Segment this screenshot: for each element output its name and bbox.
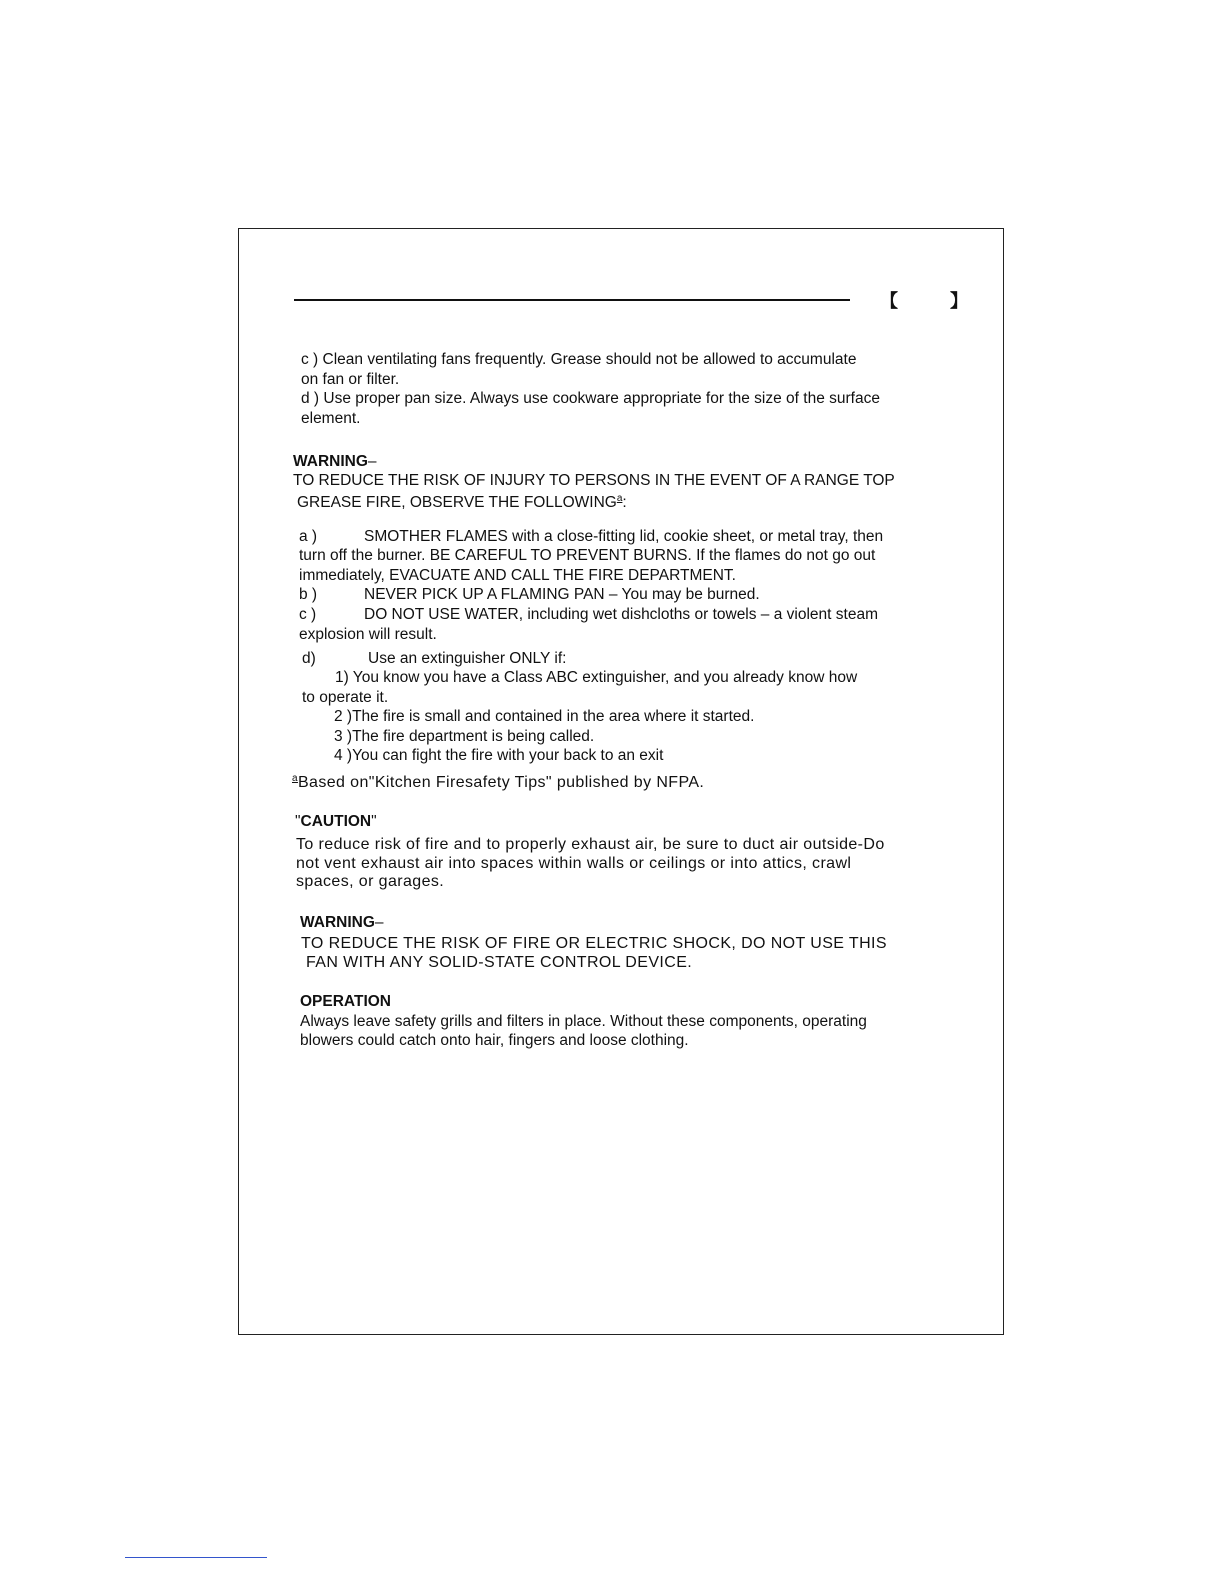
item-d-sub4: 4 )You can fight the fire with your back to an exit bbox=[334, 747, 664, 764]
item-c-label: c ) bbox=[299, 606, 317, 623]
footer-link-underline bbox=[125, 1557, 267, 1558]
item-a-line1: SMOTHER FLAMES with a close-fitting lid, cookie sheet, or metal tray, then bbox=[364, 528, 884, 545]
item-a-line2: turn off the burner. BE CAREFUL TO PREVENT BURNS. If the flames do not go out bbox=[299, 547, 876, 564]
caution-title: CAUTION bbox=[300, 813, 372, 830]
warning1-line2-text: GREASE FIRE, OBSERVE THE FOLLOWING bbox=[297, 494, 617, 511]
item-b-text: NEVER PICK UP A FLAMING PAN – You may be burned. bbox=[364, 586, 760, 603]
operation-line2: blowers could catch onto hair, fingers and loose clothing. bbox=[300, 1032, 689, 1049]
warning1-line2 bbox=[297, 493, 627, 513]
item-c-line2: explosion will result. bbox=[299, 626, 437, 643]
header-bracket-right: 】 bbox=[950, 291, 968, 311]
item-a-label: a ) bbox=[299, 528, 318, 545]
header-bracket-left: 【 bbox=[880, 291, 898, 311]
warning2-heading bbox=[300, 913, 384, 933]
item-b-label: b ) bbox=[299, 586, 318, 603]
item-d-sub1-line1: 1) You know you have a Class ABC extinguisher, and you already know how bbox=[335, 669, 858, 686]
warning2-title: WARNING bbox=[300, 914, 375, 931]
caution-close-quote: " bbox=[371, 813, 377, 830]
warning1-heading bbox=[293, 452, 377, 472]
caution-line3: spaces, or garages. bbox=[296, 873, 445, 890]
cleaning-d-line2: element. bbox=[301, 410, 361, 427]
warning1-dash: – bbox=[367, 453, 377, 470]
warning2-line2: FAN WITH ANY SOLID-STATE CONTROL DEVICE. bbox=[306, 954, 693, 971]
operation-line1: Always leave safety grills and filters in place. Without these components, operating bbox=[300, 1013, 867, 1030]
operation-title: OPERATION bbox=[300, 993, 391, 1010]
footnote bbox=[292, 773, 704, 793]
warning2-dash: – bbox=[374, 914, 384, 931]
caution-line1: To reduce risk of fire and to properly exhaust air, be sure to duct air outside-Do bbox=[296, 836, 885, 853]
caution-heading bbox=[295, 812, 377, 832]
footnote-ref: a bbox=[616, 493, 623, 504]
item-d-sub1-line2: to operate it. bbox=[302, 689, 389, 706]
cleaning-d-line1: d ) Use proper pan size. Always use cookware appropriate for the size of the surface bbox=[301, 390, 880, 407]
cleaning-c-line1: c ) Clean ventilating fans frequently. Grease should not be allowed to accumulate bbox=[301, 351, 857, 368]
item-d-sub3: 3 )The fire department is being called. bbox=[334, 728, 595, 745]
header-rule bbox=[294, 299, 850, 301]
warning2-line1: TO REDUCE THE RISK OF FIRE OR ELECTRIC SHOCK, DO NOT USE THIS bbox=[301, 935, 887, 952]
item-a-line3: immediately, EVACUATE AND CALL THE FIRE DEPARTMENT. bbox=[299, 567, 736, 584]
footnote-mark: a bbox=[292, 773, 298, 784]
footnote-text: Based on"Kitchen Firesafety Tips" published by NFPA. bbox=[297, 774, 705, 791]
caution-open-quote: " bbox=[295, 813, 301, 830]
caution-line2: not vent exhaust air into spaces within walls or ceilings or into attics, crawl bbox=[296, 855, 852, 872]
cleaning-c-line2: on fan or filter. bbox=[301, 371, 400, 388]
warning1-colon: : bbox=[622, 494, 627, 511]
warning1-line1: TO REDUCE THE RISK OF INJURY TO PERSONS IN THE EVENT OF A RANGE TOP bbox=[293, 472, 895, 489]
item-c-line1: DO NOT USE WATER, including wet dishcloths or towels – a violent steam bbox=[364, 606, 878, 623]
warning1-title: WARNING bbox=[293, 453, 368, 470]
item-d-label: d) bbox=[302, 650, 316, 667]
item-d-text: Use an extinguisher ONLY if: bbox=[368, 650, 567, 667]
item-d-sub2: 2 )The fire is small and contained in the area where it started. bbox=[334, 708, 755, 725]
